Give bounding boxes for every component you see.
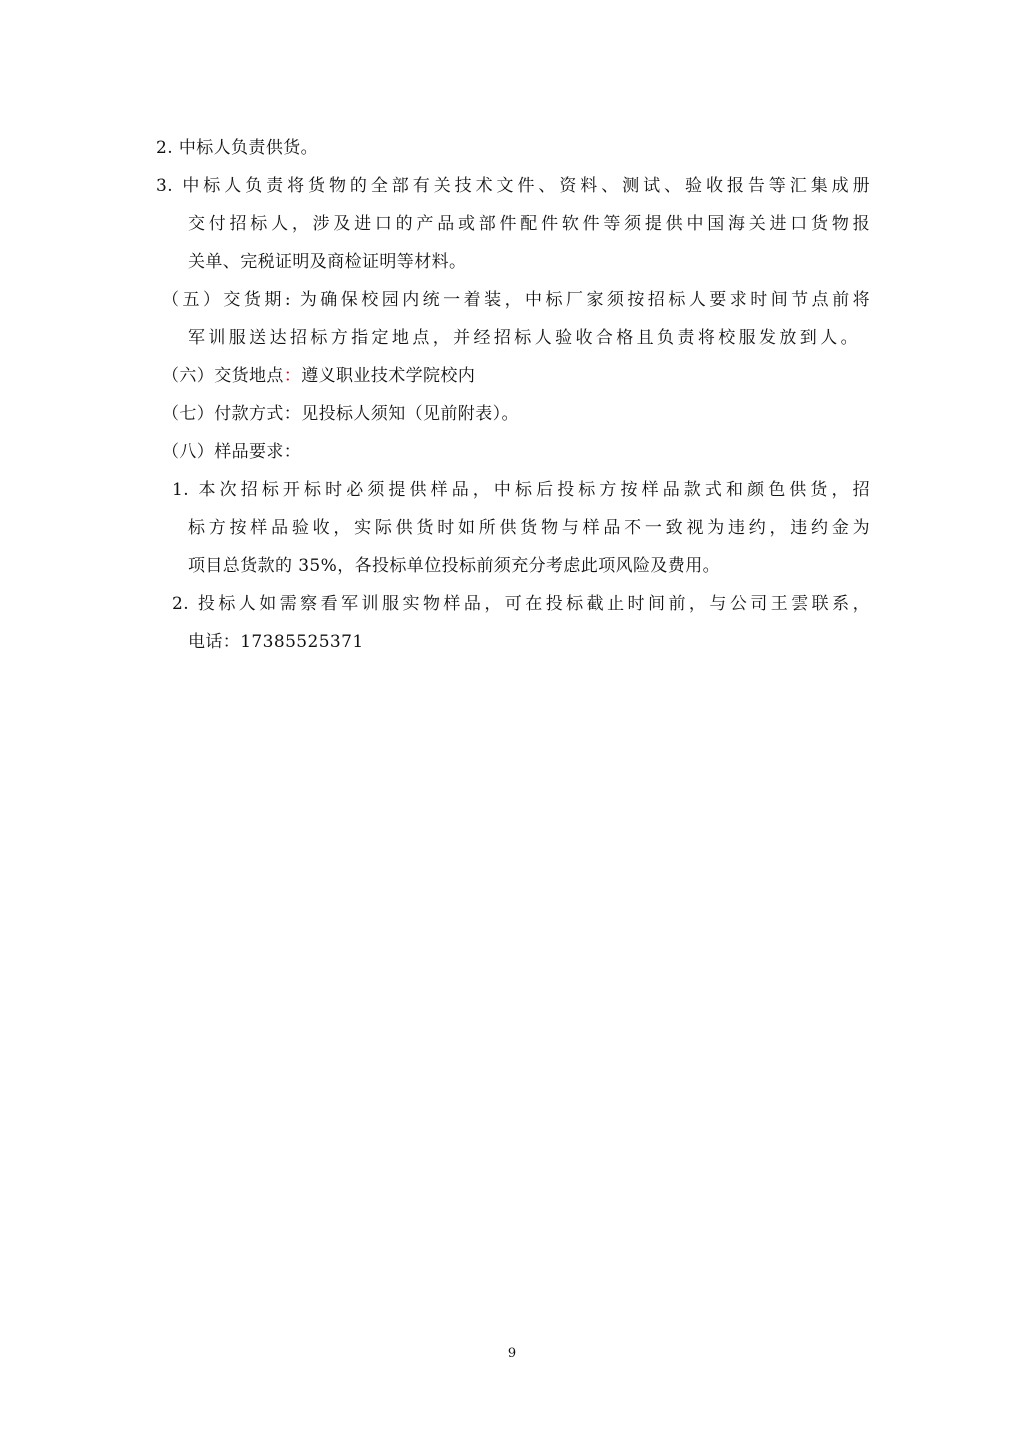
section-8-item-1-line-3: 项目总货款的 35%，各投标单位投标前须充分考虑此项风险及费用。	[188, 556, 720, 576]
section-8-item-2-line-2: 电话：17385525371	[188, 632, 364, 652]
section-7-payment: （七）付款方式：见投标人须知（见前附表）。	[162, 404, 519, 424]
item-2-supply: 2. 中标人负责供货。	[156, 138, 319, 158]
section-6-colon: ：	[283, 366, 302, 386]
section-6-delivery-location	[162, 364, 475, 388]
section-6-label: （六）交货地点	[162, 366, 284, 386]
section-8-heading: （八）样品要求：	[162, 442, 302, 462]
section-5-line-1: （五）交货期: 为确保校园内统一着装，中标厂家须按招标人要求时间节点前将	[162, 290, 870, 310]
item-3-line-3: 关单、完税证明及商检证明等材料。	[188, 252, 467, 272]
item-3-line-2: 交付招标人，涉及进口的产品或部件配件软件等须提供中国海关进口货物报	[188, 214, 870, 234]
page-number: 9	[507, 1346, 517, 1361]
section-6-value: 遵义职业技术学院校内	[301, 366, 476, 386]
section-8-item-1-line-2: 标方按样品验收，实际供货时如所供货物与样品不一致视为违约，违约金为	[188, 518, 870, 538]
item-3-line-1: 3. 中标人负责将货物的全部有关技术文件、资料、测试、验收报告等汇集成册	[156, 176, 870, 196]
section-5-line-2: 军训服送达招标方指定地点，并经招标人验收合格且负责将校服发放到人。	[188, 328, 858, 348]
section-8-item-1-line-1: 1. 本次招标开标时必须提供样品，中标后投标方按样品款式和颜色供货，招	[172, 480, 870, 500]
section-8-item-2-line-1: 2. 投标人如需察看军训服实物样品，可在投标截止时间前，与公司王雲联系，	[172, 594, 870, 614]
